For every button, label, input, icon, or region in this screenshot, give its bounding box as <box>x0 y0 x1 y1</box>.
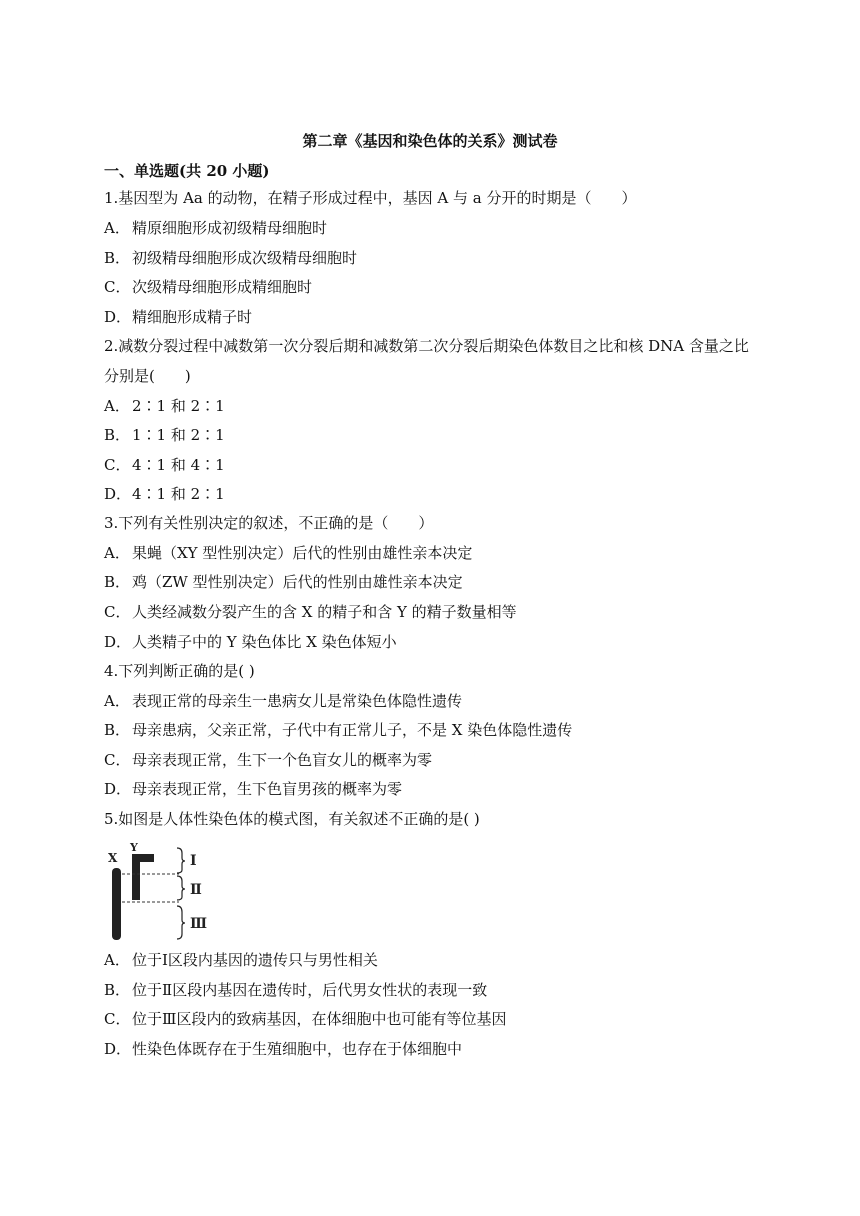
question-2-option-c: C． 4∶1 和 4∶1 <box>104 456 225 474</box>
question-5-option-a: A． 位于Ⅰ区段内基因的遗传只与男性相关 <box>104 951 378 969</box>
label-region-3: Ⅲ <box>190 916 208 932</box>
question-2-option-d: D．4∶1 和 2∶1 <box>104 485 225 503</box>
section-heading: 一、单选题(共 20 小题) <box>104 162 270 180</box>
question-4-option-d: D．母亲表现正常，生下色盲男孩的概率为零 <box>104 780 403 798</box>
question-1-stem: 1.基因型为 Aa 的动物，在精子形成过程中，基因 A 与 a 分开的时期是（ ） <box>104 189 637 207</box>
question-5-option-b: B． 位于Ⅱ区段内基因在遗传时，后代男女性状的表现一致 <box>104 981 488 999</box>
question-1-option-a: A． 精原细胞形成初级精母细胞时 <box>104 219 328 237</box>
question-2-stem-line-2: 分别是( ) <box>104 367 191 385</box>
brace-region-3 <box>177 906 185 939</box>
question-3-option-b: B． 鸡（ZW 型性别决定）后代的性别由雄性亲本决定 <box>104 573 463 591</box>
x-chromosome <box>112 868 121 940</box>
sex-chromosome-svg <box>104 842 214 944</box>
question-2-stem-line-1: 2.减数分裂过程中减数第一次分裂后期和减数第二次分裂后期染色体数目之比和核 DNA 含量之比 <box>104 337 749 355</box>
question-3-option-d: D．人类精子中的 Y 染色体比 X 染色体短小 <box>104 633 397 651</box>
question-5-option-d: D．性染色体既存在于生殖细胞中，也存在于体细胞中 <box>104 1040 463 1058</box>
label-region-2: Ⅱ <box>190 882 202 898</box>
question-2-option-a: A． 2∶1 和 2∶1 <box>104 397 225 415</box>
page-title: 第二章《基因和染色体的关系》测试卷 <box>302 132 558 150</box>
question-4-option-a: A． 表现正常的母亲生一患病女儿是常染色体隐性遗传 <box>104 692 463 710</box>
question-1-option-d: D．精细胞形成精子时 <box>104 308 253 326</box>
label-y: Y <box>130 842 138 854</box>
question-1-option-b: B． 初级精母细胞形成次级精母细胞时 <box>104 249 358 267</box>
question-4-stem: 4.下列判断正确的是( ) <box>104 662 255 680</box>
question-3-stem: 3.下列有关性别决定的叙述，不正确的是（ ） <box>104 514 434 532</box>
question-4-option-b: B． 母亲患病，父亲正常，子代中有正常儿子，不是 X 染色体隐性遗传 <box>104 721 573 739</box>
brace-region-1 <box>177 848 185 873</box>
label-x: X <box>108 851 118 865</box>
label-region-1: Ⅰ <box>190 853 197 869</box>
question-1-option-c: C． 次级精母细胞形成精细胞时 <box>104 278 313 296</box>
question-5-stem: 5.如图是人体性染色体的模式图，有关叙述不正确的是( ) <box>104 810 480 828</box>
question-2-option-b: B． 1∶1 和 2∶1 <box>104 426 225 444</box>
question-5-option-c: C． 位于Ⅲ区段内的致病基因，在体细胞中也可能有等位基因 <box>104 1010 507 1028</box>
y-chromosome <box>132 854 154 900</box>
brace-region-2 <box>177 876 185 900</box>
question-4-option-c: C． 母亲表现正常，生下一个色盲女儿的概率为零 <box>104 751 433 769</box>
question-3-option-c: C． 人类经减数分裂产生的含 X 的精子和含 Y 的精子数量相等 <box>104 603 517 621</box>
sex-chromosome-diagram <box>104 842 214 944</box>
question-3-option-a: A． 果蝇（XY 型性别决定）后代的性别由雄性亲本决定 <box>104 544 473 562</box>
